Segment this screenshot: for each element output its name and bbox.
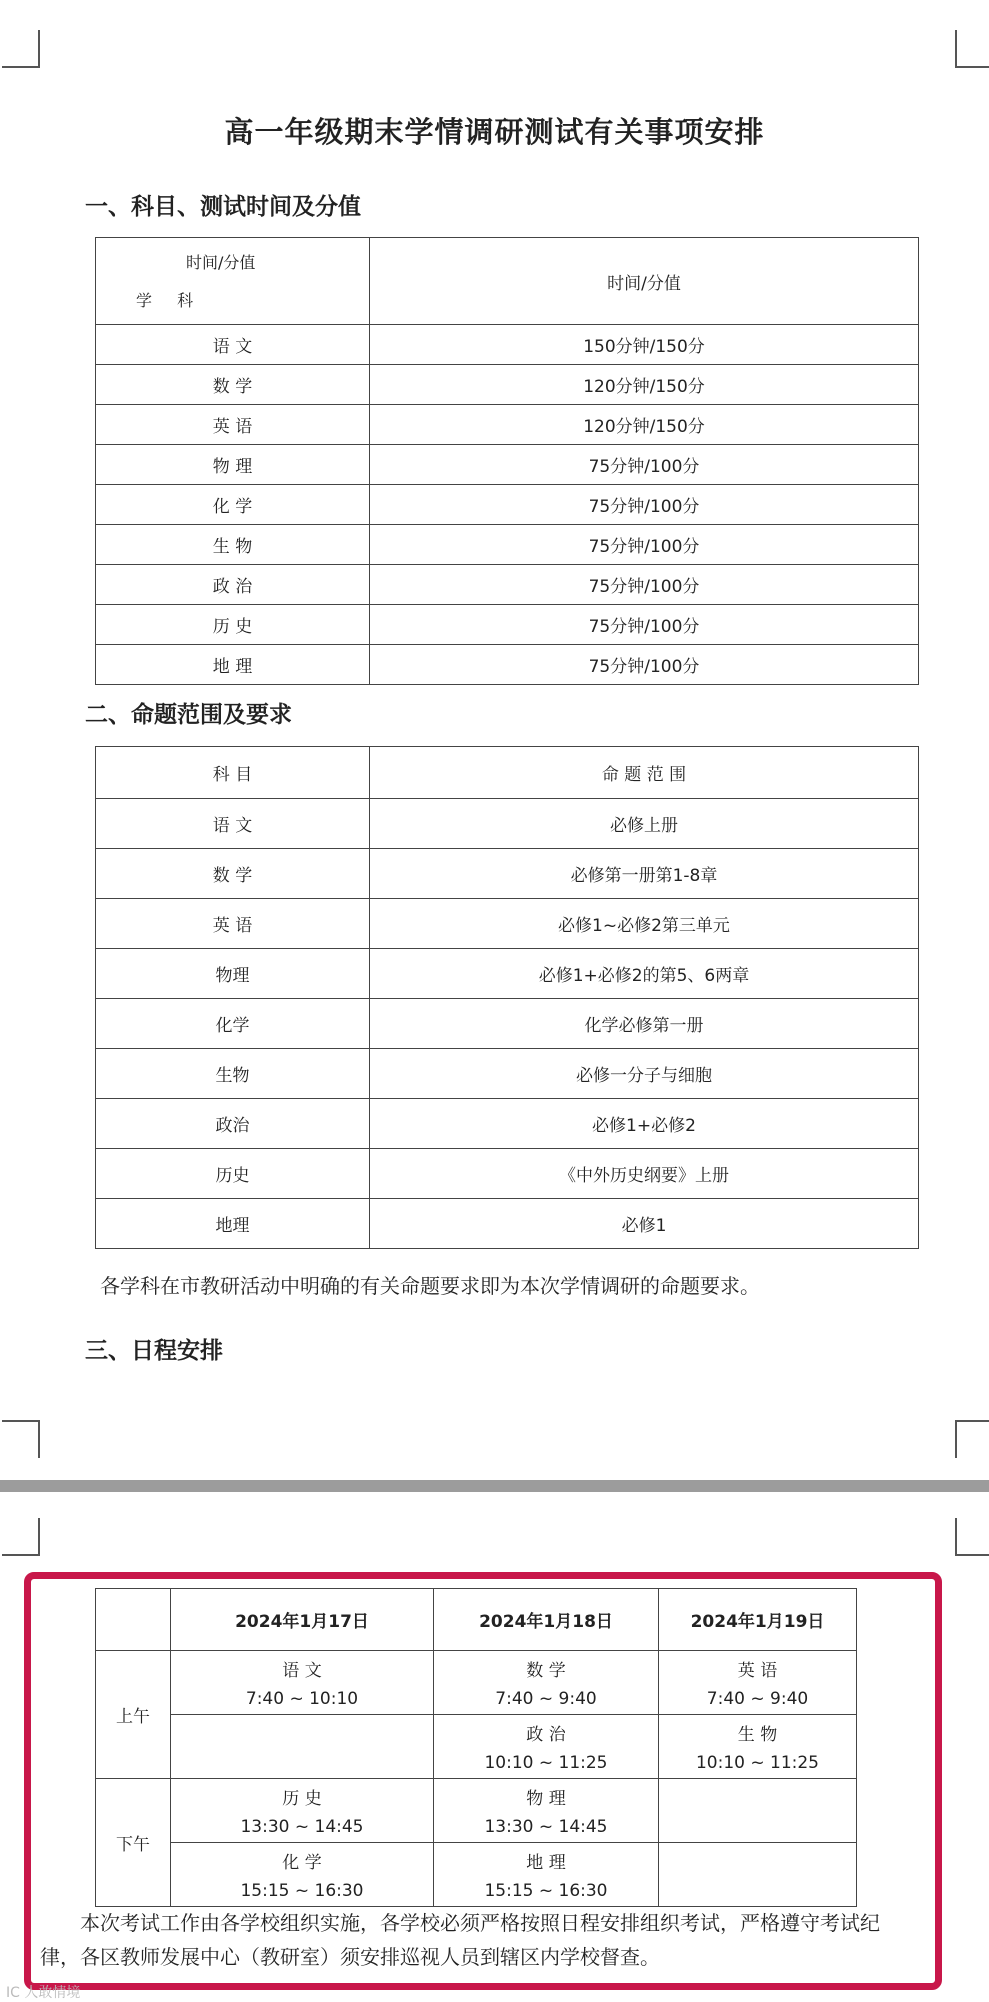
value-cell: 120分钟/150分 xyxy=(370,365,919,405)
date-header: 2024年1月17日 xyxy=(171,1589,434,1651)
highlight-frame xyxy=(24,1572,942,1990)
subject-cell: 英 语 xyxy=(96,899,370,949)
requirements-note: 各学科在市教研活动中明确的有关命题要求即为本次学情调研的命题要求。 xyxy=(100,1274,760,1298)
exam-scope-table xyxy=(95,746,919,1249)
table-row xyxy=(96,799,919,849)
section-heading-1: 一、科目、测试时间及分值 xyxy=(85,194,361,220)
value-cell: 75分钟/100分 xyxy=(370,485,919,525)
note-line-1: 本次考试工作由各学校组织实施，各学校必须严格按照日程安排组织考试，严格遵守考试纪 xyxy=(80,1911,880,1935)
subject-cell: 化 学 xyxy=(96,485,370,525)
subject-cell: 语 文 xyxy=(96,325,370,365)
table-row xyxy=(96,445,919,485)
exam-time: 10:10 ~ 11:25 xyxy=(695,1753,820,1773)
table-row xyxy=(96,1149,919,1199)
exam-time: 13:30 ~ 14:45 xyxy=(484,1817,608,1837)
crop-mark-top-right xyxy=(955,30,989,68)
exam-time: 7:40 ~ 9:40 xyxy=(706,1689,809,1709)
page-separator xyxy=(0,1480,989,1492)
exam-subject: 语 文 xyxy=(282,1661,322,1681)
date-header: 2024年1月19日 xyxy=(659,1589,857,1651)
table-row xyxy=(96,1049,919,1099)
value-cell: 75分钟/100分 xyxy=(370,645,919,685)
exam-subject: 英 语 xyxy=(737,1661,778,1681)
exam-time: 7:40 ~ 10:10 xyxy=(245,1689,359,1709)
table-row xyxy=(96,645,919,685)
exam-time: 15:15 ~ 16:30 xyxy=(484,1881,608,1901)
subjects-time-score-table xyxy=(95,237,919,685)
exam-time: 7:40 ~ 9:40 xyxy=(495,1689,597,1709)
table-row xyxy=(96,1099,919,1149)
scope-cell: 必修1~必修2第三单元 xyxy=(370,899,919,949)
document-title: 高一年级期末学情调研测试有关事项安排 xyxy=(224,115,765,149)
scope-cell: 必修1+必修2的第5、6两章 xyxy=(370,949,919,999)
scope-cell: 必修1+必修2 xyxy=(370,1099,919,1149)
subject-cell: 生物 xyxy=(96,1049,370,1099)
table-row xyxy=(96,849,919,899)
exam-subject: 地 理 xyxy=(526,1853,566,1873)
subject-cell: 物理 xyxy=(96,949,370,999)
section-heading-2: 二、命题范围及要求 xyxy=(85,702,292,728)
value-cell: 75分钟/100分 xyxy=(370,445,919,485)
table-row xyxy=(96,565,919,605)
watermark: IC 人敢情境 xyxy=(6,1985,81,2001)
table-row xyxy=(96,949,919,999)
section-heading-3: 三、日程安排 xyxy=(85,1338,223,1364)
crop-mark-top-left xyxy=(2,30,40,68)
table-header-diagonal-cell xyxy=(96,238,370,325)
date-header: 2024年1月18日 xyxy=(434,1589,659,1651)
subject-cell: 政治 xyxy=(96,1099,370,1149)
table-row xyxy=(96,899,919,949)
subject-cell: 历 史 xyxy=(96,605,370,645)
subject-cell: 化学 xyxy=(96,999,370,1049)
value-cell: 75分钟/100分 xyxy=(370,525,919,565)
header-scope-cell: 命 题 范 围 xyxy=(370,747,919,799)
exam-time: 13:30 ~ 14:45 xyxy=(240,1817,364,1837)
scope-cell: 化学必修第一册 xyxy=(370,999,919,1049)
exam-subject: 生 物 xyxy=(737,1725,778,1745)
table-row xyxy=(96,485,919,525)
crop-mark-bottom-left xyxy=(2,1420,40,1458)
subject-cell: 地 理 xyxy=(96,645,370,685)
scope-cell: 必修上册 xyxy=(370,799,919,849)
exam-subject: 历 史 xyxy=(282,1789,322,1809)
value-cell: 75分钟/100分 xyxy=(370,605,919,645)
exam-subject: 物 理 xyxy=(526,1789,566,1809)
subject-cell: 数 学 xyxy=(96,365,370,405)
table-row xyxy=(96,365,919,405)
table-row xyxy=(96,1199,919,1249)
subject-cell: 英 语 xyxy=(96,405,370,445)
morning-label: 上午 xyxy=(96,1651,171,1779)
subject-cell: 语 文 xyxy=(96,799,370,849)
scope-cell: 必修1 xyxy=(370,1199,919,1249)
exam-time: 15:15 ~ 16:30 xyxy=(240,1881,364,1901)
crop-mark-top-right-2 xyxy=(955,1518,989,1556)
table-header-row xyxy=(96,747,919,799)
subject-cell: 地理 xyxy=(96,1199,370,1249)
table-row xyxy=(96,405,919,445)
value-cell: 75分钟/100分 xyxy=(370,565,919,605)
subject-cell: 生 物 xyxy=(96,525,370,565)
exam-subject: 数 学 xyxy=(526,1661,566,1681)
scope-cell: 必修一分子与细胞 xyxy=(370,1049,919,1099)
subject-cell: 物 理 xyxy=(96,445,370,485)
crop-mark-bottom-right xyxy=(955,1420,989,1458)
header-subject-label: 学 科 xyxy=(136,291,204,310)
subject-cell: 政 治 xyxy=(96,565,370,605)
header-time-score-label: 时间/分值 xyxy=(186,253,256,272)
table-row xyxy=(96,999,919,1049)
subject-cell: 数 学 xyxy=(96,849,370,899)
note-line-2: 律，各区教师发展中心（教研室）须安排巡视人员到辖区内学校督查。 xyxy=(40,1945,660,1969)
afternoon-label: 下午 xyxy=(96,1779,171,1907)
table-row xyxy=(96,605,919,645)
exam-time: 10:10 ~ 11:25 xyxy=(484,1753,608,1773)
value-cell: 120分钟/150分 xyxy=(370,405,919,445)
table-header-cell: 时间/分值 xyxy=(370,238,919,325)
scope-cell: 必修第一册第1-8章 xyxy=(370,849,919,899)
exam-subject: 化 学 xyxy=(282,1853,322,1873)
header-subject-cell: 科 目 xyxy=(96,747,370,799)
scope-cell: 《中外历史纲要》上册 xyxy=(370,1149,919,1199)
crop-mark-top-left-2 xyxy=(2,1518,40,1556)
table-row xyxy=(96,325,919,365)
exam-subject: 政 治 xyxy=(526,1725,566,1745)
subject-cell: 历史 xyxy=(96,1149,370,1199)
value-cell: 150分钟/150分 xyxy=(370,325,919,365)
table-row xyxy=(96,525,919,565)
